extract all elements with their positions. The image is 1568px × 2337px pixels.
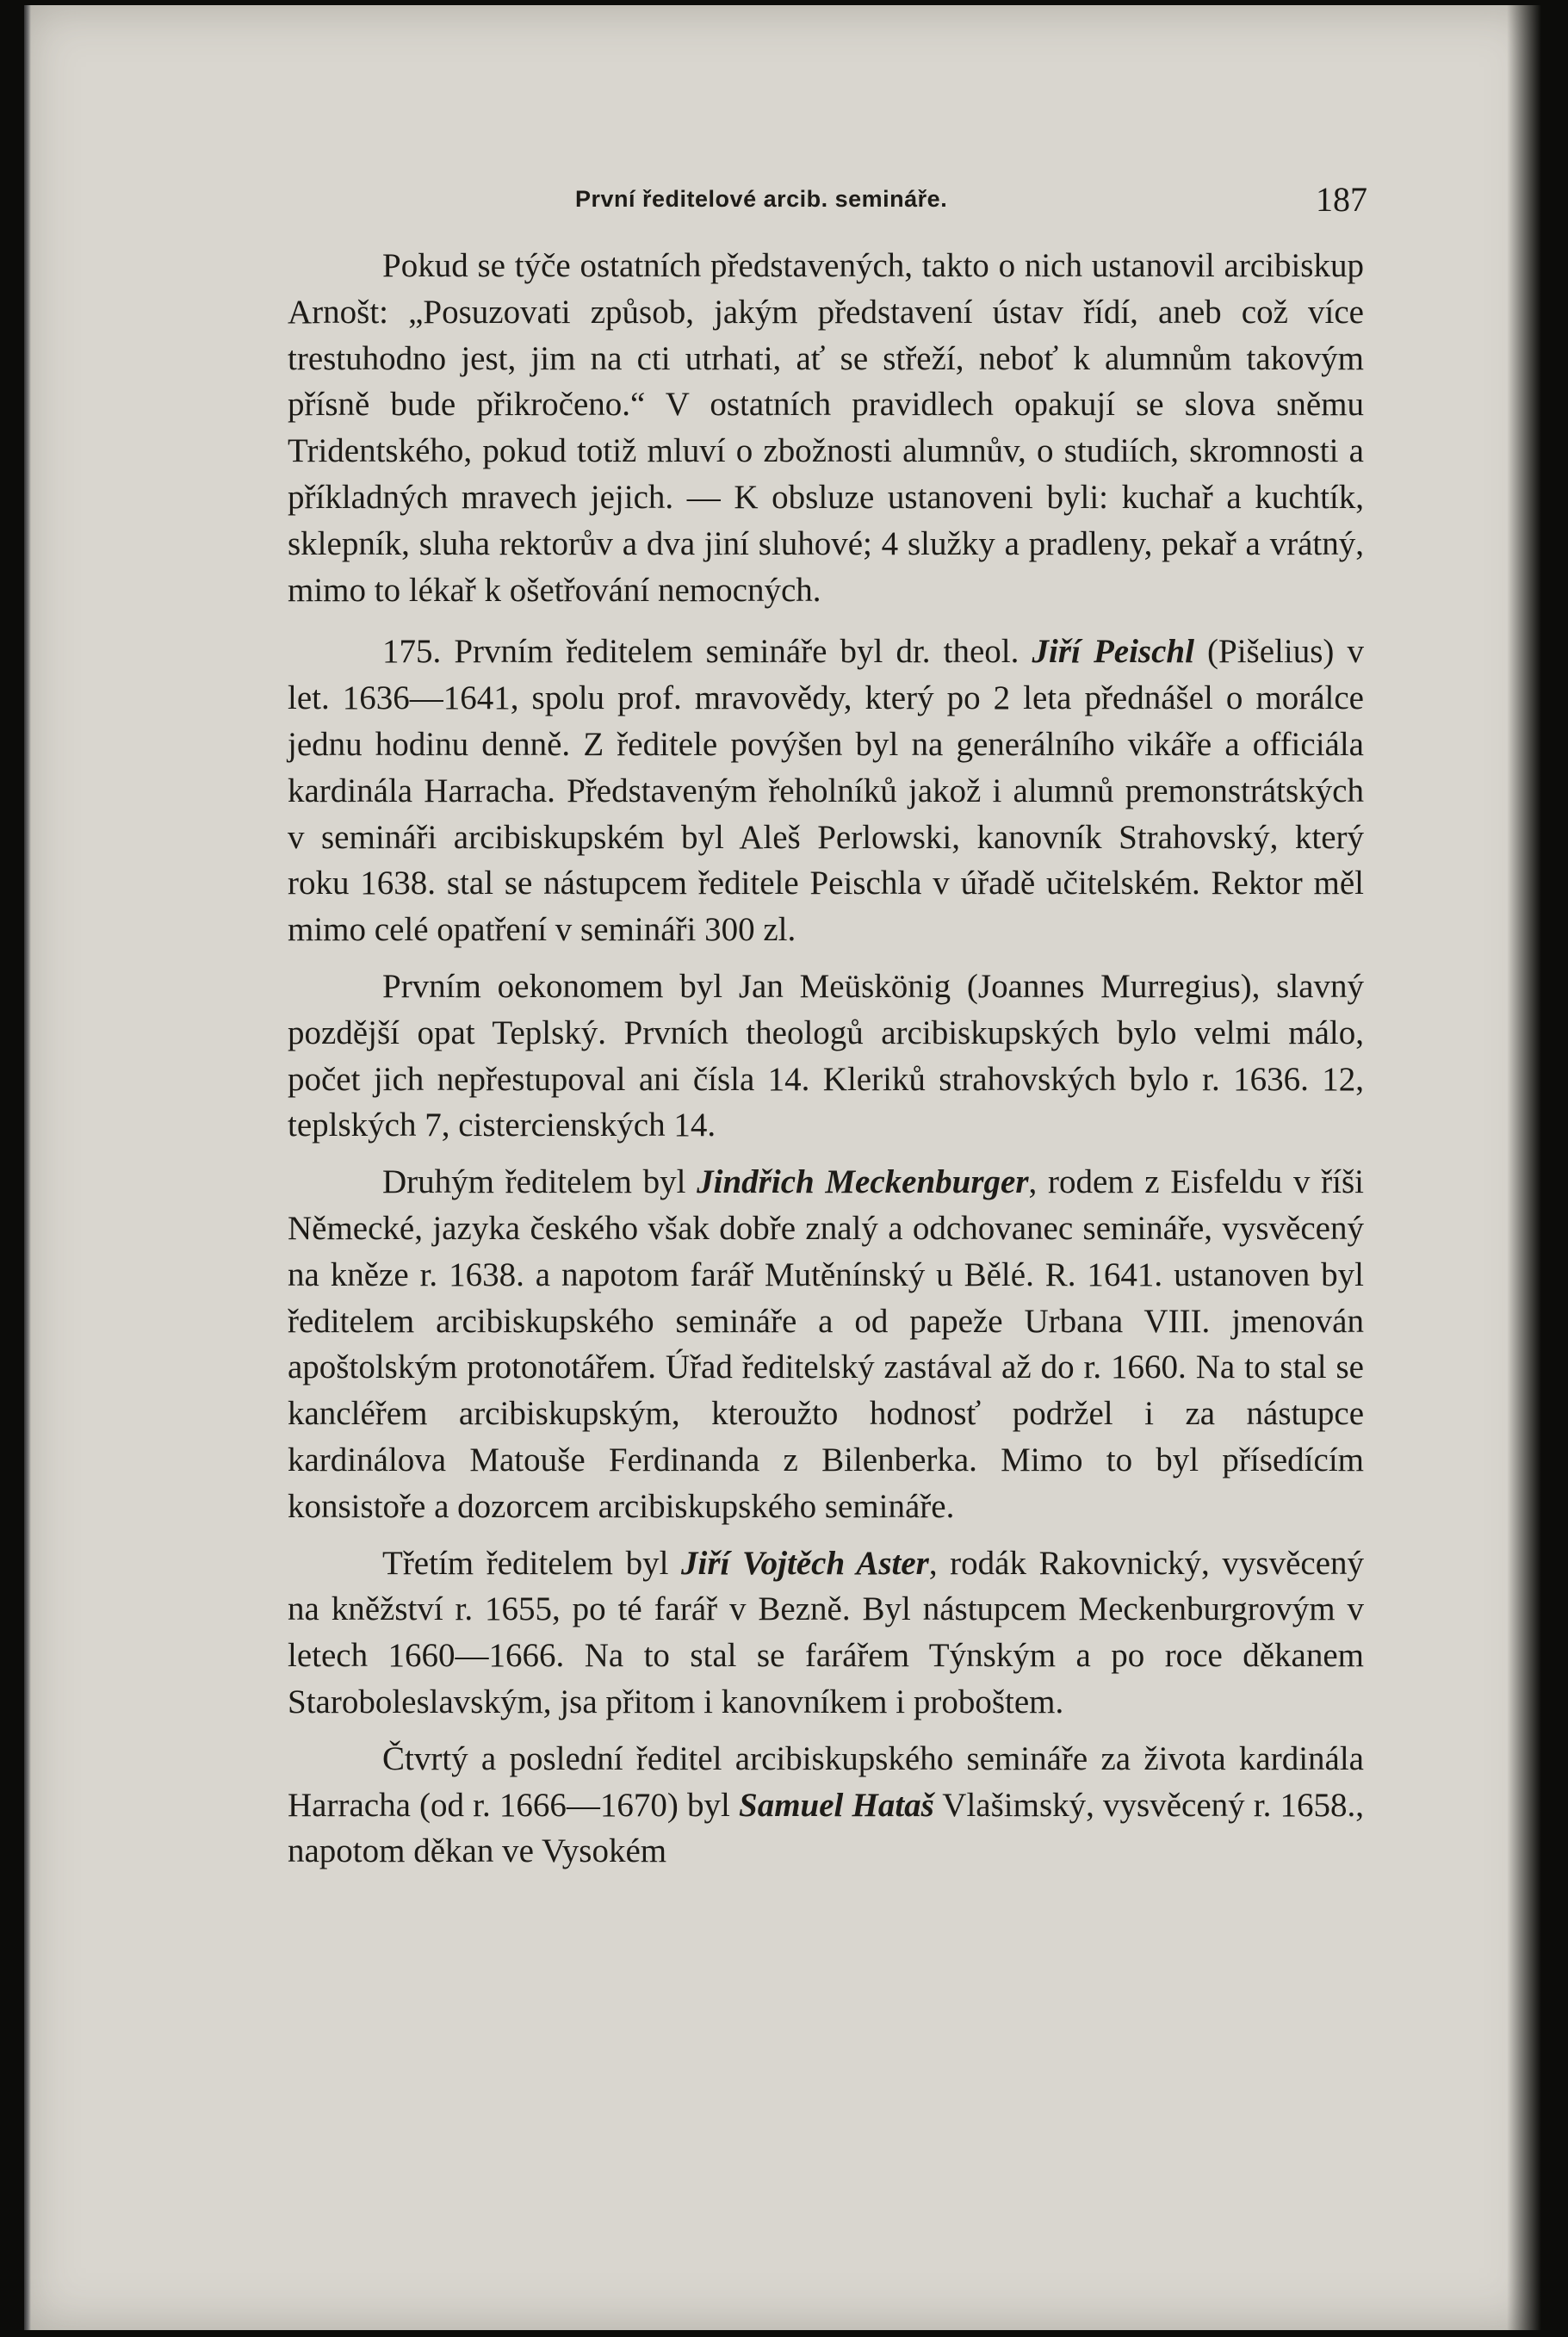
person-name: Jiří Vojtěch Aster (681, 1544, 929, 1582)
paragraph-third-director (288, 1540, 1364, 1726)
paragraph-text: , rodák Rakovnický, vysvěcený na kněžství r. 1655, po té farář v Bezně. Byl nástupcem Meckenburgrovým v letech 1660—1666. Na to stal se farářem Týnským a po roce děkanem Staroboleslavským, jsa přitom i kanovníkem i proboštem. (288, 1544, 1364, 1720)
paragraph-fourth-director (288, 1736, 1364, 1875)
page-header (575, 179, 1367, 231)
paragraph-text: Třetím ředitelem byl (382, 1544, 682, 1582)
person-name: Samuel Hataš (739, 1786, 934, 1824)
paragraph-first-economist: Prvním oekonomem byl Jan Meüskönig (Joannes Murregius), slavný pozdější opat Teplský. Prvních theologů arcibiskupských bylo velmi málo, počet jich nepřestupoval ani čísla 14. Kleriků strahovských bylo r. 1636. 12, teplských 7, cistercienských 14. (288, 967, 1364, 1144)
paragraph-first-director (288, 629, 1364, 953)
paragraph-text: Prvním ředitelem semináře byl dr. theol. (441, 633, 1032, 671)
person-name: Jiří Peischl (1032, 633, 1194, 671)
page-number: 187 (1316, 180, 1367, 219)
paragraph-text: (Pišelius) v let. 1636—1641, spolu prof. mravovědy, který po 2 leta přednášel o morálce jednu hodinu denně. Z ředitele povýšen byl na generálního vikáře a officiála kardinála Harracha. Představeným řeholníků jakož i alumnů premonstrátských v semináři arcibiskupském byl Aleš Perlowski, kanovník Strahovský, který roku 1638. stal se nástupcem ředitele Peischla v úřadě učitelském. Rektor měl mimo celé opatření v semináři 300 zl. (288, 633, 1364, 949)
person-name: Jindřich Meckenburger (697, 1163, 1029, 1201)
gutter-shadow (1507, 5, 1541, 2330)
page-edge-shadow (24, 5, 31, 2330)
book-page (24, 5, 1541, 2330)
paragraph-second-director (288, 1159, 1364, 1529)
paragraph-text: Vlašimský, vysvěcený r. 1658., napotom děkan ve Vysokém (288, 1786, 1365, 1870)
running-head: První ředitelové arcib. semináře. (575, 186, 948, 212)
paragraph-superiors: Pokud se týče ostatních představených, takto o nich ustanovil arcibiskup Arnošt: „Posuzovati způsob, jakým představení ústav řídí, aneb což více trestuhodno jest, jim na cti utrhati, ať se střeží, neboť k alumnům takovým přísně bude přikročeno.“ V ostatních pravidlech opakují se slova sněmu Tridentského, pokud totiž mluví o zbožnosti alumnův, o studiích, skromnosti a příkladných mravech jejich. — K obsluze ustanoveni byli: kuchař a kuchtík, sklepník, sluha rektorův a dva jiní sluhové; 4 služky a pradleny, pekař a vrátný, mimo to lékař k ošetřování nemocných. (288, 247, 1364, 609)
paragraph-text: , rodem z Eisfeldu v říši Německé, jazyka českého však dobře znalý a odchovanec semináře, vysvěcený na kněze r. 1638. a napotom farář Mutěnínský u Bělé. R. 1641. ustanoven byl ředitelem arcibiskupského semináře a od papeže Urbana VIII. jmenován apoštolským protonotářem. Úřad ředitelský zastával až do r. 1660. Na to stal se kancléřem arcibiskupským, kteroužto hodnosť podržel i za nástupce kardinálova Matouše Ferdinanda z Bilenberka. Mimo to byl přísedícím konsistoře a dozorcem arcibiskupského semináře. (288, 1163, 1364, 1525)
paragraph-text: Druhým ředitelem byl (382, 1163, 697, 1201)
paragraph-text: Čtvrtý a poslední ředitel arcibiskupského semináře za života kardinála Harracha (od r. 1666—1670) byl (288, 1739, 1364, 1824)
body-text (288, 243, 1364, 1885)
section-number: 175. (382, 633, 442, 671)
